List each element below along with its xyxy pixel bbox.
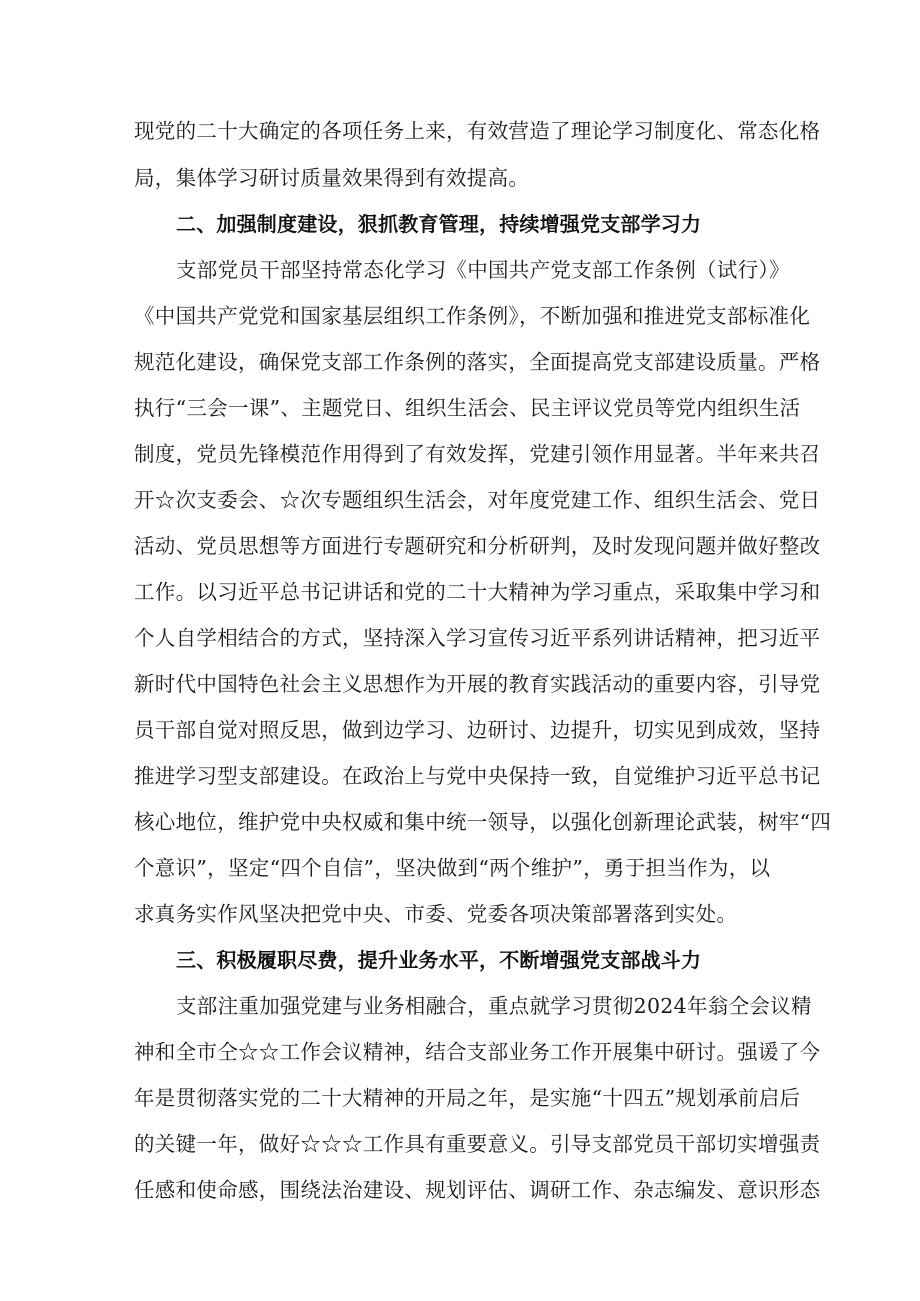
paragraph-line: 活动、党员思想等方面进行专题研究和分析研判，及时发现问题并做好整改 (134, 534, 821, 558)
section-heading-2: 二、加强制度建设，狠抓教育管理，持续增强党支部学习力 (176, 212, 702, 236)
paragraph-line: 个意识”，坚定“四个自信”，坚决做到“两个维护”，勇于担当作为，以 (134, 856, 771, 880)
paragraph-line: 工作。以习近平总书记讲话和党的二十大精神为学习重点，采取集中学习和 (134, 580, 821, 604)
paragraph-line: 支部注重加强党建与业务相融合，重点就学习贯彻2024年翁仝会议精 (176, 994, 812, 1018)
paragraph-line: 员干部自觉对照反思，做到边学习、边研讨、边提升，切实见到成效，坚持 (134, 718, 821, 742)
paragraph-line: 新时代中国特色社会主义思想作为开展的教育实践活动的重要内容，引导党 (134, 672, 821, 696)
paragraph-line: 个人自学相结合的方式，坚持深入学习宣传习近平系列讲话精神，把习近平 (134, 626, 821, 650)
paragraph-line: 神和全市仝☆☆工作会议精神，结合支部业务工作开展集中研讨。强谖了今 (134, 1040, 821, 1064)
paragraph-line: 规范化建设，确保党支部工作条例的落实，全面提高党支部建设质量。严格 (134, 350, 821, 374)
paragraph-line: 的关键一年，做好☆☆☆工作具有重要意义。引导支部党员干部切实增强责 (134, 1132, 821, 1156)
paragraph-line: 任感和使命感，围绕法治建设、规划评估、调研工作、杂志编发、意识形态 (134, 1178, 821, 1202)
paragraph-line: 制度，党员先锋模范作用得到了有效发挥，党建引领作用显著。半年来共召 (134, 442, 821, 466)
paragraph-line: 年是贯彻落实党的二十大精神的开局之年，是实施“十四五”规划承前启后 (134, 1086, 801, 1110)
paragraph-line: 执行“三会一课”、主题党日、组织生活会、民主评议党员等党内组织生活 (134, 396, 801, 420)
paragraph-line: 《中国共产党党和国家基层组织工作条例》，不断加强和推进党支部标准化 (134, 304, 811, 328)
paragraph-line: 支部党员干部坚持常态化学习《中国共产党支部工作条例（试行）》 (176, 258, 790, 282)
paragraph-line: 核心地位，维护党中央权威和集中统一领导，以强化创新理论武装，树牢“四 (134, 810, 832, 834)
paragraph-line: 开☆次支委会、☆次专题组织生活会，对年度党建工作、组织生活会、党日 (134, 488, 821, 512)
paragraph-line: 现党的二十大确定的各项任务上来，有效营造了理论学习制度化、常态化格 (134, 119, 821, 143)
paragraph-line: 推进学习型支部建设。在政治上与党中央保持一致，自觉维护习近平总书记 (134, 764, 821, 788)
paragraph-line: 局，集体学习研讨质量效果得到有效提高。 (134, 166, 530, 190)
paragraph-line: 求真务实作风坚决把党中央、市委、党委各项决策部署落到实处。 (134, 902, 738, 926)
section-heading-3: 三、积极履职尽费，提升业务水平，不断增强党支部战斗力 (176, 948, 702, 972)
